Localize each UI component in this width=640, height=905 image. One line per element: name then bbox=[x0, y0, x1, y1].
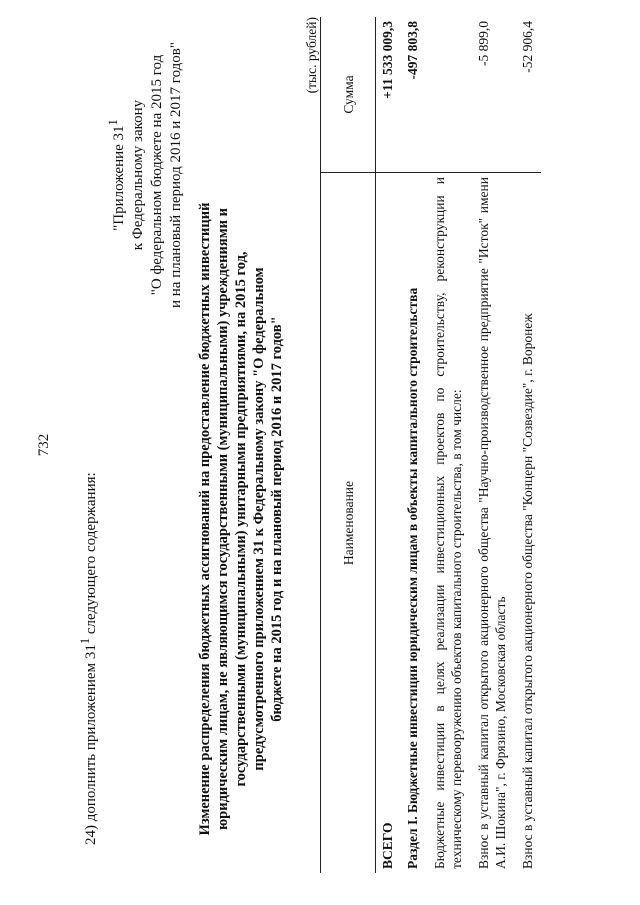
appendix-line-4: и на плановый период 2016 и 2017 годов" bbox=[168, 42, 184, 308]
table-row bbox=[514, 17, 541, 873]
appendix-line-2: к Федеральному закону bbox=[130, 99, 146, 251]
appendix-line-1-text: "Приложение 31 bbox=[111, 125, 127, 231]
units-label: (тыс. рублей) bbox=[304, 17, 319, 94]
row-sum: -52 906,4 bbox=[514, 17, 541, 173]
appendix-line-1-sup: 1 bbox=[106, 119, 120, 126]
intro-sup: 1 bbox=[78, 637, 92, 645]
row-sum: +11 533 009,3 bbox=[376, 17, 400, 173]
table-row-total bbox=[376, 17, 400, 873]
intro-before: 24) дополнить приложением 31 bbox=[83, 644, 99, 845]
page-number: 732 bbox=[36, 433, 52, 457]
title-line-1: Изменение распределения бюджетных ассигнований на предоставление бюджетных инвестиций bbox=[197, 202, 213, 836]
row-sum: -497 803,8 bbox=[399, 17, 426, 173]
table-row-section bbox=[399, 17, 426, 873]
row-name: Бюджетные инвестиции в целях реализации инвестиционных проектов по строительству, реконструкции и техническому перевооружению объектов капитального строительства, в том числе: bbox=[432, 177, 464, 869]
header-name: Наименование bbox=[321, 173, 376, 873]
appendix-header bbox=[104, 25, 186, 325]
row-name: Раздел I. Бюджетные инвестиции юридическим лицам в объекты капитального строительства bbox=[405, 287, 420, 869]
appendix-line-3: "О федеральном бюджете на 2015 год bbox=[149, 54, 165, 296]
row-name: Взнос в уставный капитал открытого акционерного общества "Научно-производственное предприятие "Исток" имени А.И. Шокина", г. Фрязино, Московская область bbox=[476, 177, 508, 869]
header-sum: Сумма bbox=[321, 17, 376, 173]
row-name: ВСЕГО bbox=[380, 822, 395, 869]
table-row bbox=[426, 17, 470, 873]
row-sum bbox=[426, 17, 470, 173]
title-line-5: бюджете на 2015 год и на плановый период 2016 и 2017 годов" bbox=[269, 316, 285, 722]
title-line-2: юридическим лицам, не являющимся государственными (муниципальными) учреждениями и bbox=[215, 208, 231, 830]
title-line-3: государственными (муниципальными) унитарными предприятиями, на 2015 год, bbox=[233, 251, 249, 787]
allocation-table bbox=[320, 17, 541, 873]
table-header-row bbox=[321, 17, 376, 873]
document-title bbox=[196, 199, 286, 839]
appendix-line-1 bbox=[104, 25, 129, 325]
intro-text bbox=[78, 345, 100, 845]
title-line-4: предусмотренного приложением 31 к Федеральному закону "О федеральном bbox=[251, 267, 267, 771]
table-row bbox=[470, 17, 514, 873]
row-sum: -5 899,0 bbox=[470, 17, 514, 173]
intro-after: следующего содержания: bbox=[83, 472, 99, 638]
row-name: Взнос в уставный капитал открытого акционерного общества "Концерн "Созвездие", г. Воронеж bbox=[520, 313, 535, 869]
